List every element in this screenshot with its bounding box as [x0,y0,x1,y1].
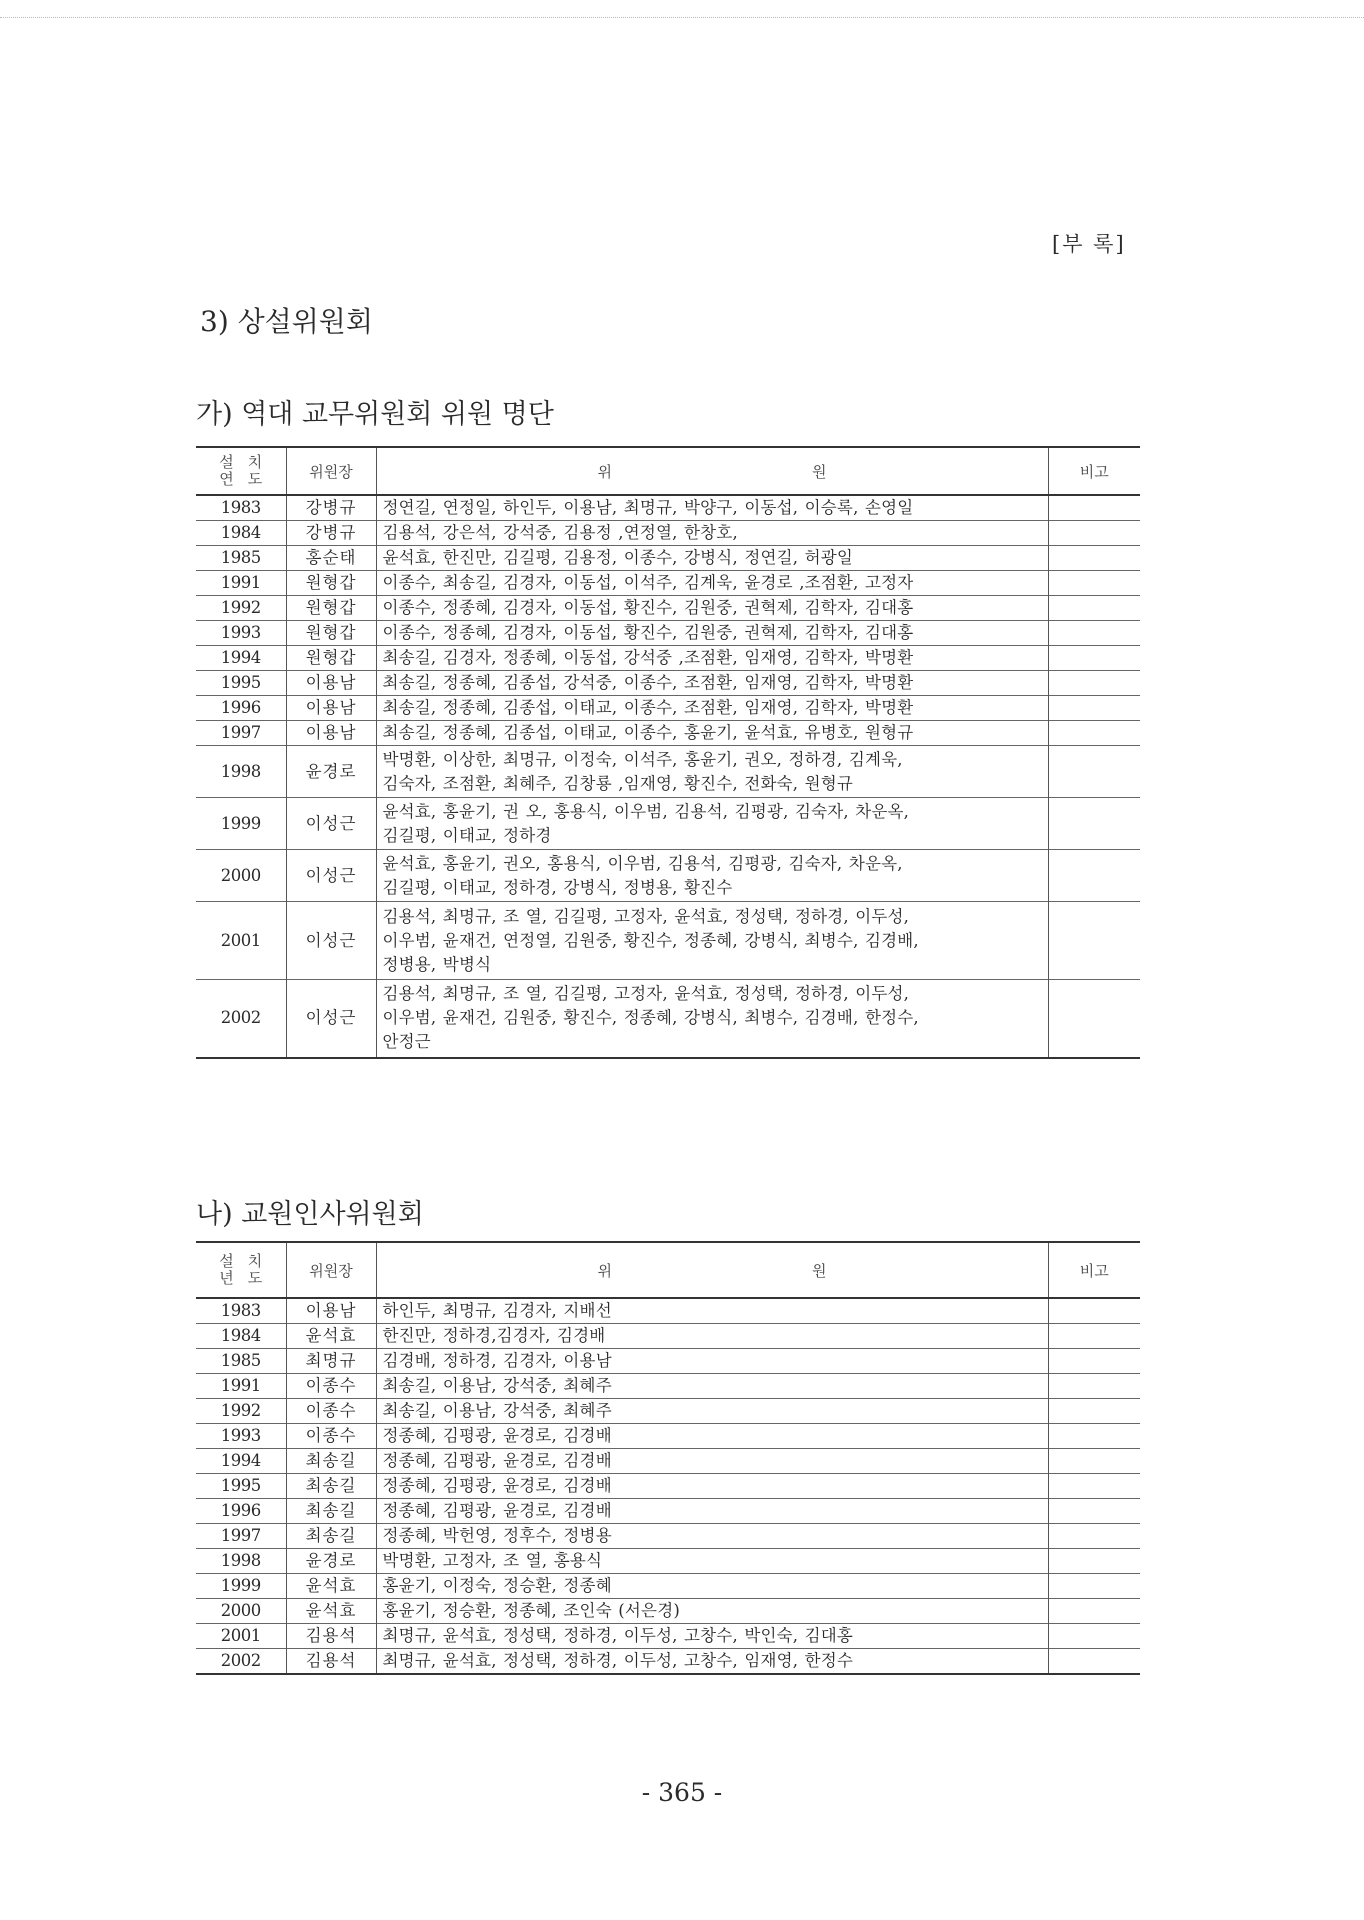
note-cell [1048,980,1140,1058]
members-line: 최송길, 이용남, 강석중, 최혜주 [382,1401,612,1420]
members-cell [376,1324,1048,1349]
scan-top-edge [0,17,1364,18]
members-line: 최명규, 윤석효, 정성택, 정하경, 이두성, 고창수, 박인숙, 김대홍 [382,1626,854,1645]
year-cell: 2002 [196,980,286,1058]
year-cell: 1998 [196,1549,286,1574]
members-line: 최송길, 정종혜, 김종섭, 이태교, 이종수, 홍윤기, 윤석효, 유병호, 원형규 [382,723,914,742]
year-cell: 1983 [196,495,286,521]
members-header: 위 원 [376,1242,1048,1298]
members-line: 최송길, 정종혜, 김종섭, 이태교, 이종수, 조점환, 임재영, 김학자, 박명환 [382,698,914,717]
appendix-label: [부 록] [1052,232,1126,256]
note-cell [1048,1499,1140,1524]
chair-cell: 윤경로 [286,1549,376,1574]
table-row [196,646,1140,671]
members-line: 홍윤기, 정승환, 정종혜, 조인숙 (서은경) [382,1601,680,1620]
chair-cell: 최명규 [286,1349,376,1374]
note-cell [1048,1524,1140,1549]
members-line: 윤석효, 홍윤기, 권오, 홍용식, 이우범, 김용석, 김평광, 김숙자, 차운옥, [382,853,903,873]
personnel-committee-title: 나) 교원인사위원회 [196,1199,424,1230]
personnel-committee-table [196,1241,1140,1675]
table-row [196,521,1140,546]
table-row [196,1599,1140,1624]
members-cell [376,1624,1048,1649]
year-cell: 1998 [196,746,286,798]
note-header: 비고 [1048,1242,1140,1298]
members-line: 한진만, 정하경,김경자, 김경배 [382,1326,606,1345]
year-cell: 1995 [196,1474,286,1499]
year-cell: 1993 [196,1424,286,1449]
year-cell: 1999 [196,798,286,850]
members-cell [376,1499,1048,1524]
chair-cell: 강병규 [286,521,376,546]
members-cell [376,1574,1048,1599]
members-cell [376,1549,1048,1574]
table-row [196,671,1140,696]
note-header: 비고 [1048,447,1140,495]
chair-cell: 원형갑 [286,621,376,646]
academic-committee-table [196,446,1140,1059]
year-cell: 1991 [196,571,286,596]
members-cell [376,798,1048,850]
members-line: 이우범, 윤재건, 연정열, 김원중, 황진수, 정종혜, 강병식, 최병수, 김경배, [382,930,919,950]
note-cell [1048,1549,1140,1574]
note-cell [1048,596,1140,621]
note-cell [1048,696,1140,721]
members-cell [376,850,1048,902]
chair-cell: 최송길 [286,1474,376,1499]
note-cell [1048,1624,1140,1649]
year-cell: 1997 [196,721,286,746]
members-line: 최송길, 정종혜, 김종섭, 강석중, 이종수, 조점환, 임재영, 김학자, 박명환 [382,673,914,692]
year-cell: 1985 [196,1349,286,1374]
members-cell [376,495,1048,521]
table-header-row [196,1242,1140,1298]
members-line: 이종수, 정종혜, 김경자, 이동섭, 황진수, 김원중, 권혁제, 김학자, 김대홍 [382,598,914,617]
chair-cell: 이용남 [286,696,376,721]
table-row [196,1524,1140,1549]
members-cell [376,1424,1048,1449]
note-cell [1048,621,1140,646]
members-line: 윤석효, 홍윤기, 권 오, 홍용식, 이우범, 김용석, 김평광, 김숙자, 차운옥, [382,801,910,821]
year-cell: 1991 [196,1374,286,1399]
chair-cell: 이성근 [286,980,376,1058]
members-line: 김용석, 강은석, 강석중, 김용정 ,연정열, 한창호, [382,523,738,542]
chair-cell: 윤석효 [286,1574,376,1599]
table-row [196,1574,1140,1599]
members-cell [376,521,1048,546]
members-cell [376,1374,1048,1399]
year-cell: 1996 [196,696,286,721]
members-cell [376,1399,1048,1424]
table-row [196,1649,1140,1675]
note-cell [1048,798,1140,850]
members-cell [376,1298,1048,1324]
chair-header: 위원장 [286,447,376,495]
members-line: 안정근 [382,1032,431,1052]
note-cell [1048,902,1140,980]
members-cell [376,571,1048,596]
page-number: - 365 - [641,1778,723,1807]
note-cell [1048,1424,1140,1449]
members-line: 최명규, 윤석효, 정성택, 정하경, 이두성, 고창수, 임재영, 한정수 [382,1651,854,1670]
members-line: 최송길, 이용남, 강석중, 최혜주 [382,1376,612,1395]
members-cell [376,980,1048,1058]
chair-cell: 이용남 [286,671,376,696]
table-row [196,850,1140,902]
note-cell [1048,1649,1140,1675]
members-header: 위 원 [376,447,1048,495]
section-title: 3) 상설위원회 [200,305,373,338]
members-cell [376,671,1048,696]
members-cell [376,1449,1048,1474]
year-cell: 1993 [196,621,286,646]
year-header: 설치 년도 [196,1242,286,1298]
year-header: 설치 연도 [196,447,286,495]
members-line: 정종혜, 김평광, 윤경로, 김경배 [382,1451,612,1470]
chair-cell: 강병규 [286,495,376,521]
year-cell: 2000 [196,1599,286,1624]
note-cell [1048,1349,1140,1374]
chair-cell: 이종수 [286,1424,376,1449]
members-line: 김길평, 이태교, 정하경 [382,825,552,845]
members-cell [376,546,1048,571]
members-line: 김용석, 최명규, 조 열, 김길평, 고정자, 윤석효, 정성택, 정하경, 이두성, [382,906,910,926]
members-line: 하인두, 최명규, 김경자, 지배선 [382,1301,612,1320]
chair-cell: 이종수 [286,1374,376,1399]
members-cell [376,902,1048,980]
table-header-row [196,447,1140,495]
table-row [196,546,1140,571]
year-cell: 2001 [196,902,286,980]
table-row [196,902,1140,980]
members-line: 이종수, 정종혜, 김경자, 이동섭, 황진수, 김원중, 권혁제, 김학자, 김대홍 [382,623,914,642]
chair-header: 위원장 [286,1242,376,1298]
year-cell: 2001 [196,1624,286,1649]
table-row [196,1374,1140,1399]
personnel-committee-rows [196,1298,1140,1674]
chair-cell: 최송길 [286,1524,376,1549]
table-row [196,798,1140,850]
table-row [196,1499,1140,1524]
note-cell [1048,671,1140,696]
members-cell [376,1349,1048,1374]
year-cell: 2000 [196,850,286,902]
chair-cell: 최송길 [286,1499,376,1524]
members-line: 정연길, 연정일, 하인두, 이용남, 최명규, 박양구, 이동섭, 이승록, 손영일 [382,498,914,517]
chair-cell: 홍순태 [286,546,376,571]
members-line: 윤석효, 한진만, 김길평, 김용정, 이종수, 강병식, 정연길, 허광일 [382,548,854,567]
chair-cell: 원형갑 [286,646,376,671]
members-line: 이우범, 윤재건, 김원중, 황진수, 정종혜, 강병식, 최병수, 김경배, 한정수, [382,1008,919,1028]
table-row [196,1549,1140,1574]
members-line: 정종혜, 김평광, 윤경로, 김경배 [382,1476,612,1495]
year-cell: 1996 [196,1499,286,1524]
chair-cell: 이종수 [286,1399,376,1424]
members-line: 김길평, 이태교, 정하경, 강병식, 정병용, 황진수 [382,877,733,897]
year-cell: 1984 [196,521,286,546]
year-cell: 1997 [196,1524,286,1549]
table-row [196,495,1140,521]
note-cell [1048,1324,1140,1349]
year-cell: 1992 [196,596,286,621]
table-row [196,721,1140,746]
table-row [196,980,1140,1058]
members-line: 이종수, 최송길, 김경자, 이동섭, 이석주, 김계욱, 윤경로 ,조점환, 고정자 [382,573,914,592]
table-row [196,1424,1140,1449]
academic-committee-title: 가) 역대 교무위원회 위원 명단 [196,399,554,430]
year-cell: 1994 [196,646,286,671]
chair-cell: 이성근 [286,902,376,980]
note-cell [1048,746,1140,798]
note-cell [1048,495,1140,521]
table-row [196,1298,1140,1324]
members-cell [376,646,1048,671]
table-row [196,696,1140,721]
note-cell [1048,1449,1140,1474]
note-cell [1048,1298,1140,1324]
members-line: 홍윤기, 이정숙, 정승환, 정종혜 [382,1576,612,1595]
note-cell [1048,546,1140,571]
year-cell: 1994 [196,1449,286,1474]
members-cell [376,1474,1048,1499]
members-line: 김숙자, 조점환, 최혜주, 김창룡 ,임재영, 황진수, 전화숙, 원형규 [382,773,854,793]
table-row [196,596,1140,621]
chair-cell: 윤석효 [286,1599,376,1624]
table-row [196,746,1140,798]
note-cell [1048,521,1140,546]
members-cell [376,1524,1048,1549]
members-cell [376,746,1048,798]
year-cell: 1985 [196,546,286,571]
table-row [196,1399,1140,1424]
table-row [196,1449,1140,1474]
note-cell [1048,850,1140,902]
note-cell [1048,1599,1140,1624]
year-cell: 1984 [196,1324,286,1349]
chair-cell: 이용남 [286,721,376,746]
members-line: 박명환, 이상한, 최명규, 이정숙, 이석주, 홍윤기, 권오, 정하경, 김계욱, [382,749,903,769]
chair-cell: 이용남 [286,1298,376,1324]
members-line: 박명환, 고정자, 조 열, 홍용식 [382,1551,603,1570]
members-cell [376,621,1048,646]
table-row [196,621,1140,646]
chair-cell: 이성근 [286,850,376,902]
table-row [196,1624,1140,1649]
note-cell [1048,1474,1140,1499]
academic-committee-rows [196,495,1140,1058]
year-cell: 1995 [196,671,286,696]
note-cell [1048,1399,1140,1424]
members-line: 정종혜, 김평광, 윤경로, 김경배 [382,1501,612,1520]
table-row [196,1324,1140,1349]
year-cell: 1999 [196,1574,286,1599]
chair-cell: 최송길 [286,1449,376,1474]
note-cell [1048,571,1140,596]
members-line: 김용석, 최명규, 조 열, 김길평, 고정자, 윤석효, 정성택, 정하경, 이두성, [382,984,910,1004]
chair-cell: 원형갑 [286,596,376,621]
year-cell: 2002 [196,1649,286,1675]
members-cell [376,721,1048,746]
note-cell [1048,1374,1140,1399]
chair-cell: 윤경로 [286,746,376,798]
chair-cell: 윤석효 [286,1324,376,1349]
note-cell [1048,721,1140,746]
members-cell [376,1649,1048,1675]
chair-cell: 원형갑 [286,571,376,596]
table-row [196,571,1140,596]
members-line: 정종혜, 박헌영, 정후수, 정병용 [382,1526,612,1545]
members-line: 최송길, 김경자, 정종혜, 이동섭, 강석중 ,조점환, 임재영, 김학자, 박명환 [382,648,914,667]
year-cell: 1992 [196,1399,286,1424]
members-cell [376,1599,1048,1624]
table-row [196,1474,1140,1499]
note-cell [1048,646,1140,671]
table-row [196,1349,1140,1374]
chair-cell: 김용석 [286,1649,376,1675]
members-cell [376,696,1048,721]
chair-cell: 김용석 [286,1624,376,1649]
chair-cell: 이성근 [286,798,376,850]
members-line: 정병용, 박병식 [382,954,492,974]
year-cell: 1983 [196,1298,286,1324]
members-line: 김경배, 정하경, 김경자, 이용남 [382,1351,612,1370]
note-cell [1048,1574,1140,1599]
members-line: 정종혜, 김평광, 윤경로, 김경배 [382,1426,612,1445]
members-cell [376,596,1048,621]
